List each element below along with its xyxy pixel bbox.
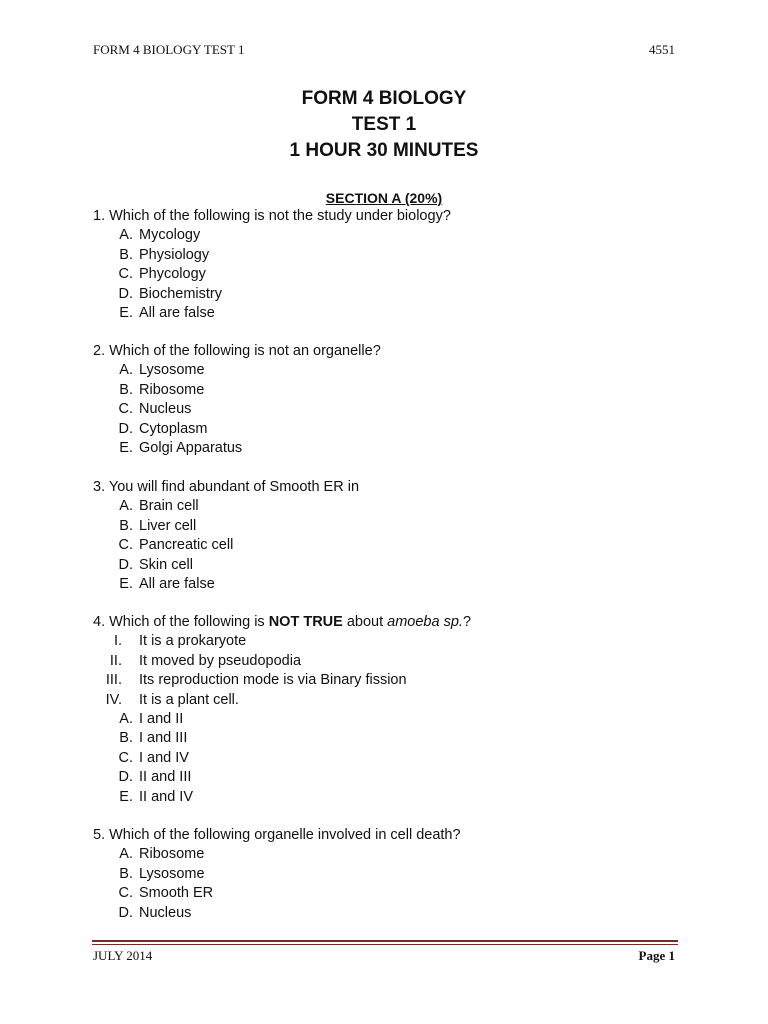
question-3 — [93, 478, 359, 594]
question-4 — [93, 613, 471, 807]
option-d[interactable] — [93, 420, 381, 439]
option-text: Skin cell — [139, 556, 193, 573]
option-text: Golgi Apparatus — [139, 439, 243, 456]
option-label: A. — [119, 498, 133, 515]
header-title: FORM 4 BIOLOGY TEST 1 — [93, 42, 245, 57]
option-d[interactable] — [93, 285, 451, 304]
question-stem — [93, 613, 471, 632]
option-label: C. — [118, 885, 133, 902]
option-label: E. — [119, 575, 133, 592]
option-label: A. — [119, 362, 133, 379]
option-text: II and IV — [139, 788, 194, 805]
page-header — [93, 42, 675, 58]
option-d[interactable] — [93, 768, 471, 787]
statement-label: I. — [113, 633, 122, 650]
option-text: Lysosome — [139, 865, 205, 882]
stem-text: ? — [462, 614, 472, 630]
option-label: B. — [119, 517, 133, 534]
option-text: Nucleus — [139, 904, 192, 921]
option-label: A. — [119, 710, 133, 727]
section-heading: SECTION A (20%) — [325, 190, 443, 206]
option-text: Phycology — [139, 266, 206, 283]
statement-i — [93, 632, 471, 651]
title-line-3: 1 HOUR 30 MINUTES — [289, 140, 479, 161]
option-a[interactable] — [93, 361, 381, 380]
option-text: Liver cell — [139, 517, 197, 534]
question-stem: 1. Which of the following is not the study under biology? — [93, 208, 451, 224]
option-text: All are false — [139, 575, 215, 592]
footer-rule-bottom — [92, 944, 678, 945]
option-c[interactable] — [93, 749, 471, 768]
option-e[interactable] — [93, 575, 359, 594]
statement-iii — [93, 671, 471, 690]
statement-text: It is a prokaryote — [139, 633, 247, 650]
option-label: B. — [119, 865, 133, 882]
option-c[interactable] — [93, 265, 451, 284]
page-footer — [93, 948, 675, 964]
option-label: B. — [119, 246, 133, 263]
option-a[interactable] — [93, 497, 359, 516]
question-stem: 2. Which of the following is not an organelle? — [93, 343, 381, 359]
statement-label: IV. — [105, 691, 122, 708]
option-text: All are false — [139, 304, 215, 321]
option-text: Ribosome — [139, 846, 205, 863]
option-label: C. — [118, 266, 133, 283]
option-c[interactable] — [93, 536, 359, 555]
option-text: Nucleus — [139, 401, 192, 418]
option-b[interactable] — [93, 517, 359, 536]
question-2 — [93, 342, 381, 458]
option-text: Mycology — [139, 227, 201, 244]
option-e[interactable] — [93, 304, 451, 323]
option-text: Biochemistry — [139, 285, 222, 302]
stem-species: amoeba sp. — [387, 614, 463, 630]
option-label: C. — [118, 401, 133, 418]
question-5 — [93, 826, 461, 923]
document-title — [0, 86, 768, 164]
title-line-2: TEST 1 — [351, 114, 417, 135]
footer-date: JULY 2014 — [93, 948, 153, 963]
stem-text: 4. Which of the following is — [93, 614, 269, 630]
option-d[interactable] — [93, 556, 359, 575]
page-number: Page 1 — [638, 948, 675, 963]
statement-text: Its reproduction mode is via Binary fission — [139, 672, 407, 689]
option-label: B. — [119, 730, 133, 747]
option-label: D. — [118, 556, 133, 573]
question-stem: 5. Which of the following organelle involved in cell death? — [93, 827, 461, 843]
option-b[interactable] — [93, 729, 471, 748]
option-text: Lysosome — [139, 362, 205, 379]
statement-ii — [93, 652, 471, 671]
option-label: C. — [118, 537, 133, 554]
option-text: Smooth ER — [139, 885, 214, 902]
option-e[interactable] — [93, 788, 471, 807]
option-label: E. — [119, 788, 133, 805]
statement-label: III. — [105, 672, 122, 689]
question-stem: 3. You will find abundant of Smooth ER in — [93, 479, 360, 495]
option-label: C. — [118, 749, 133, 766]
option-label: E. — [119, 439, 133, 456]
option-c[interactable] — [93, 884, 461, 903]
question-1 — [93, 207, 451, 323]
option-e[interactable] — [93, 439, 381, 458]
option-d[interactable] — [93, 904, 461, 923]
option-label: D. — [118, 769, 133, 786]
option-text: Brain cell — [139, 498, 199, 515]
header-code: 4551 — [649, 42, 675, 57]
option-c[interactable] — [93, 400, 381, 419]
option-label: E. — [119, 304, 133, 321]
option-label: A. — [119, 846, 133, 863]
statement-iv — [93, 691, 471, 710]
option-text: II and III — [139, 769, 192, 786]
option-text: Pancreatic cell — [139, 537, 234, 554]
statement-text: It is a plant cell. — [139, 691, 239, 708]
option-text: Cytoplasm — [139, 420, 208, 437]
option-label: D. — [118, 420, 133, 437]
option-text: Ribosome — [139, 381, 205, 398]
option-label: D. — [118, 904, 133, 921]
option-b[interactable] — [93, 381, 381, 400]
stem-text: about — [342, 614, 388, 630]
footer-rule-top — [92, 940, 678, 942]
option-label: D. — [118, 285, 133, 302]
option-b[interactable] — [93, 865, 461, 884]
stem-emphasis: NOT TRUE — [268, 614, 343, 630]
statement-label: II. — [109, 652, 122, 669]
option-a[interactable] — [93, 710, 471, 729]
statement-text: It moved by pseudopodia — [139, 652, 302, 669]
option-label: A. — [119, 227, 133, 244]
option-b[interactable] — [93, 246, 451, 265]
option-text: I and III — [139, 730, 188, 747]
option-text: Physiology — [139, 246, 210, 263]
option-a[interactable] — [93, 845, 461, 864]
option-label: B. — [119, 381, 133, 398]
option-a[interactable] — [93, 226, 451, 245]
option-text: I and II — [139, 710, 184, 727]
title-line-1: FORM 4 BIOLOGY — [301, 88, 467, 109]
option-text: I and IV — [139, 749, 189, 766]
